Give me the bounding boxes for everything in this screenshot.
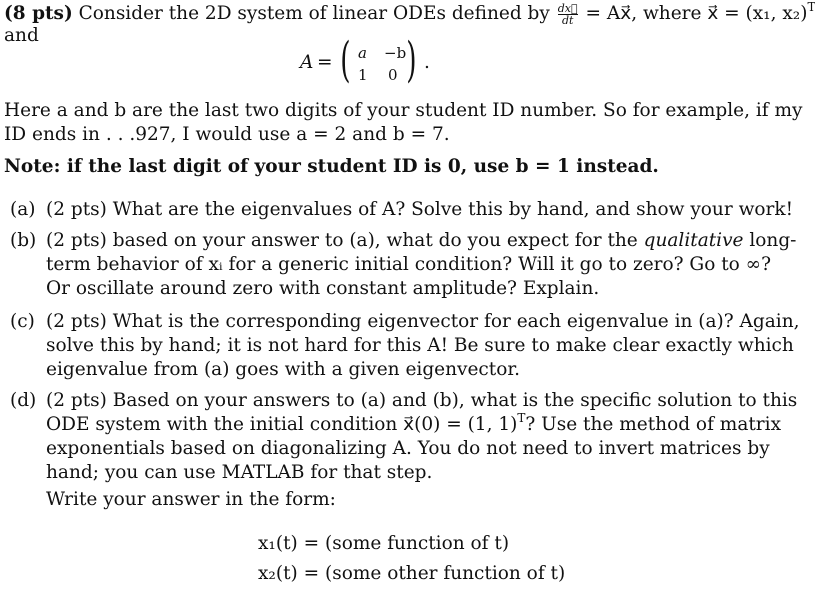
derivative-fraction: $\frac{dx⃗}{dt}$ <box>557 1 578 27</box>
part-d-line-4: hand; you can use MATLAB for that step. <box>46 462 433 483</box>
part-a-label: (a) <box>10 199 36 220</box>
part-d-line-5: Write your answer in the form: <box>46 489 336 510</box>
matrix-period: . <box>424 52 430 73</box>
part-b-line-2: term behavior of xᵢ for a generic initial condition? Will it go to zero? Go to ∞? <box>46 254 772 275</box>
part-d-line-2: ODE system with the initial condition x⃗(0) = (1, 1)$^T$? Use the method of matrix <box>46 411 782 435</box>
solution-x1: x₁(t) = (some function of t) <box>258 533 510 554</box>
paragraph-line-2: ID ends in . . .927, I would use a = 2 and b = 7. <box>4 124 450 145</box>
part-c-label: (c) <box>10 311 35 332</box>
part-b-label: (b) <box>10 230 37 251</box>
paragraph-line-1: Here a and b are the last two digits of your student ID number. So for example, if my <box>4 100 803 121</box>
part-a-line-1: (2 pts) What are the eigenvalues of A? Solve this by hand, and show your work! <box>46 199 794 220</box>
right-paren: ) <box>406 32 417 88</box>
left-paren: ( <box>340 32 351 88</box>
part-c-line-3: eigenvalue from (a) goes with a given eigenvector. <box>46 359 521 380</box>
matrix-a12: −b <box>384 44 407 62</box>
part-b-line-1: (2 pts) based on your answer to (a), what do you expect for the qualitative long- <box>46 230 797 251</box>
header-equation: = Ax⃗, where x⃗ = (x₁, x₂) <box>585 3 808 24</box>
matrix-name: A <box>300 52 314 73</box>
solution-x2: x₂(t) = (some other function of t) <box>258 563 566 584</box>
matrix-a22: 0 <box>388 66 398 84</box>
part-b-line-3: Or oscillate around zero with constant amplitude? Explain. <box>46 278 600 299</box>
part-c-line-2: solve this by hand; it is not hard for this A! Be sure to make clear exactly which <box>46 335 794 356</box>
transpose-sup: T <box>807 0 815 14</box>
problem-header <box>4 2 815 27</box>
qualitative-emphasis: qualitative <box>643 230 744 251</box>
matrix-equals: = <box>317 52 333 73</box>
header-intro: Consider the 2D system of linear ODEs defined by <box>78 3 550 24</box>
matrix-a21: 1 <box>358 66 368 84</box>
part-c-line-1: (2 pts) What is the corresponding eigenvector for each eigenvalue in (a)? Again, <box>46 311 800 332</box>
and-text: and <box>4 25 39 46</box>
matrix-a11: a <box>358 44 367 62</box>
part-d-line-3: exponentials based on diagonalizing A. You do not need to invert matrices by <box>46 438 770 459</box>
part-d-label: (d) <box>10 390 37 411</box>
note: Note: if the last digit of your student ID is 0, use b = 1 instead. <box>4 156 659 177</box>
points-label: (8 pts) <box>4 3 73 24</box>
part-d-line-1: (2 pts) Based on your answers to (a) and (b), what is the specific solution to this <box>46 390 798 411</box>
